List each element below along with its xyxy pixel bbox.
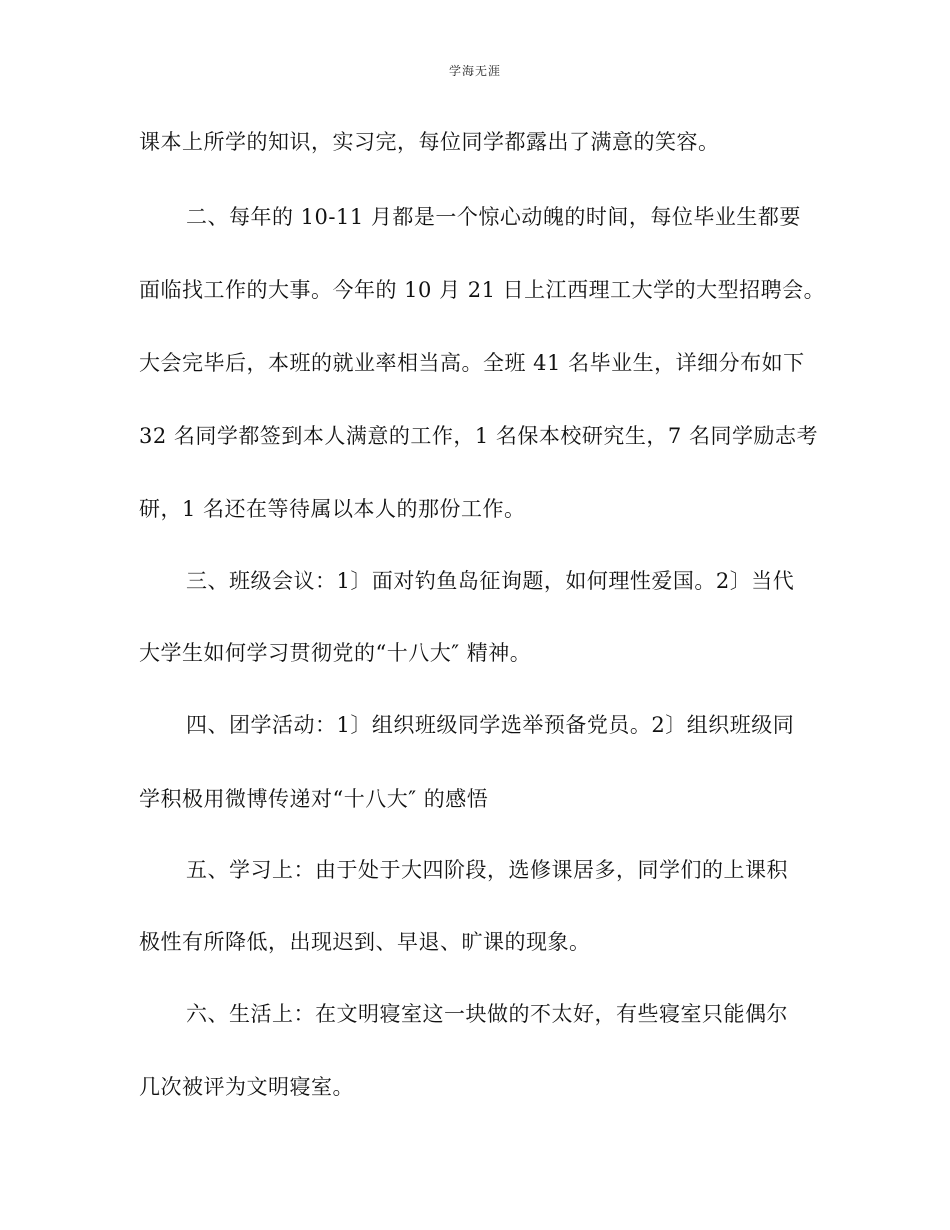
text-line: 二、每年的 10-11 月都是一个惊心动魄的时间，每位毕业生都要 [186,205,801,229]
text-line: 极性有所降低，出现迟到、早退、旷课的现象。 [139,930,591,954]
text-line: 研，1 名还在等待属以本人的那份工作。 [139,497,526,521]
text-line: 大学生如何学习贯彻党的“十八大″ 精神。 [139,641,532,665]
text-line: 三、班级会议：1〕面对钓鱼岛征询题，如何理性爱国。2〕当代 [186,569,795,593]
text-line: 几次被评为文明寝室。 [139,1075,354,1099]
text-line: 面临找工作的大事。今年的 10 月 21 日上江西理工大学的大型招聘会。 [139,278,826,302]
text-line: 五、学习上：由于处于大四阶段，选修课居多，同学们的上课积 [186,858,788,882]
text-line: 大会完毕后，本班的就业率相当高。全班 41 名毕业生，详细分布如下 [139,351,805,375]
text-line: 六、生活上：在文明寝室这一块做的不太好，有些寝室只能偶尔 [186,1002,788,1026]
page-header: 学海无涯 [448,64,501,78]
text-line: 四、团学活动：1〕组织班级同学选举预备党员。2〕组织班级同 [186,713,795,737]
text-line: 32 名同学都签到本人满意的工作，1 名保本校研究生，7 名同学励志考 [139,424,818,448]
text-line: 课本上所学的知识，实习完，每位同学都露出了满意的笑容。 [139,130,720,154]
text-line: 学积极用微博传递对“十八大″ 的感悟 [139,787,489,811]
